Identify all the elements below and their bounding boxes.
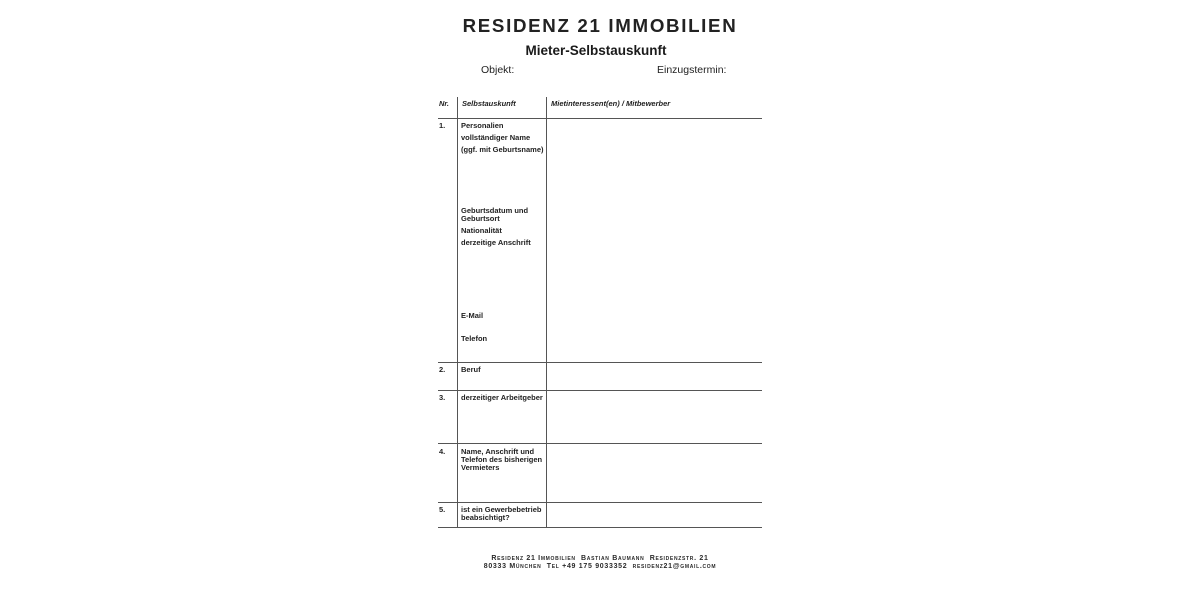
label-derzeitiger-arbeitgeber: derzeitiger Arbeitgeber — [461, 393, 543, 402]
label-vermieter-line-1: Name, Anschrift und — [461, 447, 535, 456]
row-number-5: 5. — [439, 505, 446, 514]
objekt-label: Objekt: — [481, 64, 515, 76]
table-column-divider-1 — [457, 97, 458, 527]
einzugstermin-value-area[interactable] — [727, 63, 787, 76]
row-number-2: 2. — [439, 365, 446, 374]
label-geburtsort: Geburtsort — [461, 214, 500, 223]
column-header-selbstauskunft: Selbstauskunft — [462, 99, 516, 108]
row-number-4: 4. — [439, 447, 446, 456]
label-vermieter-line-3: Vermieters — [461, 463, 500, 472]
answer-cell-row-4[interactable] — [547, 444, 762, 501]
label-vermieter-line-2: Telefon des bisherigen — [461, 455, 543, 464]
company-logo: RESIDENZ 21 IMMOBILIEN — [462, 16, 738, 36]
answer-cell-row-1[interactable] — [547, 119, 762, 361]
table-bottom-rule — [438, 527, 762, 528]
label-geburtsname: (ggf. mit Geburtsname) — [461, 145, 544, 154]
objekt-value-area[interactable] — [516, 63, 636, 76]
label-geburtsdatum: Geburtsdatum und — [461, 206, 529, 215]
label-gewerbebetrieb-line-1: ist ein Gewerbebetrieb — [461, 505, 542, 514]
answer-cell-row-2[interactable] — [547, 363, 762, 389]
row-number-3: 3. — [439, 393, 446, 402]
label-vollstaendiger-name: vollständiger Name — [461, 133, 531, 142]
column-header-nr: Nr. — [439, 99, 450, 108]
answer-cell-row-5[interactable] — [547, 503, 762, 526]
label-beruf: Beruf — [461, 365, 481, 374]
label-email: E-Mail — [461, 311, 484, 320]
label-telefon: Telefon — [461, 334, 488, 343]
label-derzeitige-anschrift: derzeitige Anschrift — [461, 238, 531, 247]
answer-cell-row-3[interactable] — [547, 391, 762, 442]
label-gewerbebetrieb-line-2: beabsichtigt? — [461, 513, 510, 522]
einzugstermin-label: Einzugstermin: — [657, 64, 727, 76]
label-nationalitaet: Nationalität — [461, 226, 502, 235]
footer-contact-line-2: 80333 München Tel +49 175 9033352 residenz21@gmail.com — [483, 563, 717, 570]
footer-contact-line-1: Residenz 21 Immobilien Bastian Baumann Residenzstr. 21 — [491, 555, 709, 562]
label-personalien: Personalien — [461, 121, 504, 130]
form-title: Mieter-Selbstauskunft — [525, 43, 667, 58]
row-number-1: 1. — [439, 121, 446, 130]
column-header-mietinteressent: Mietinteressent(en) / Mitbewerber — [551, 99, 671, 108]
